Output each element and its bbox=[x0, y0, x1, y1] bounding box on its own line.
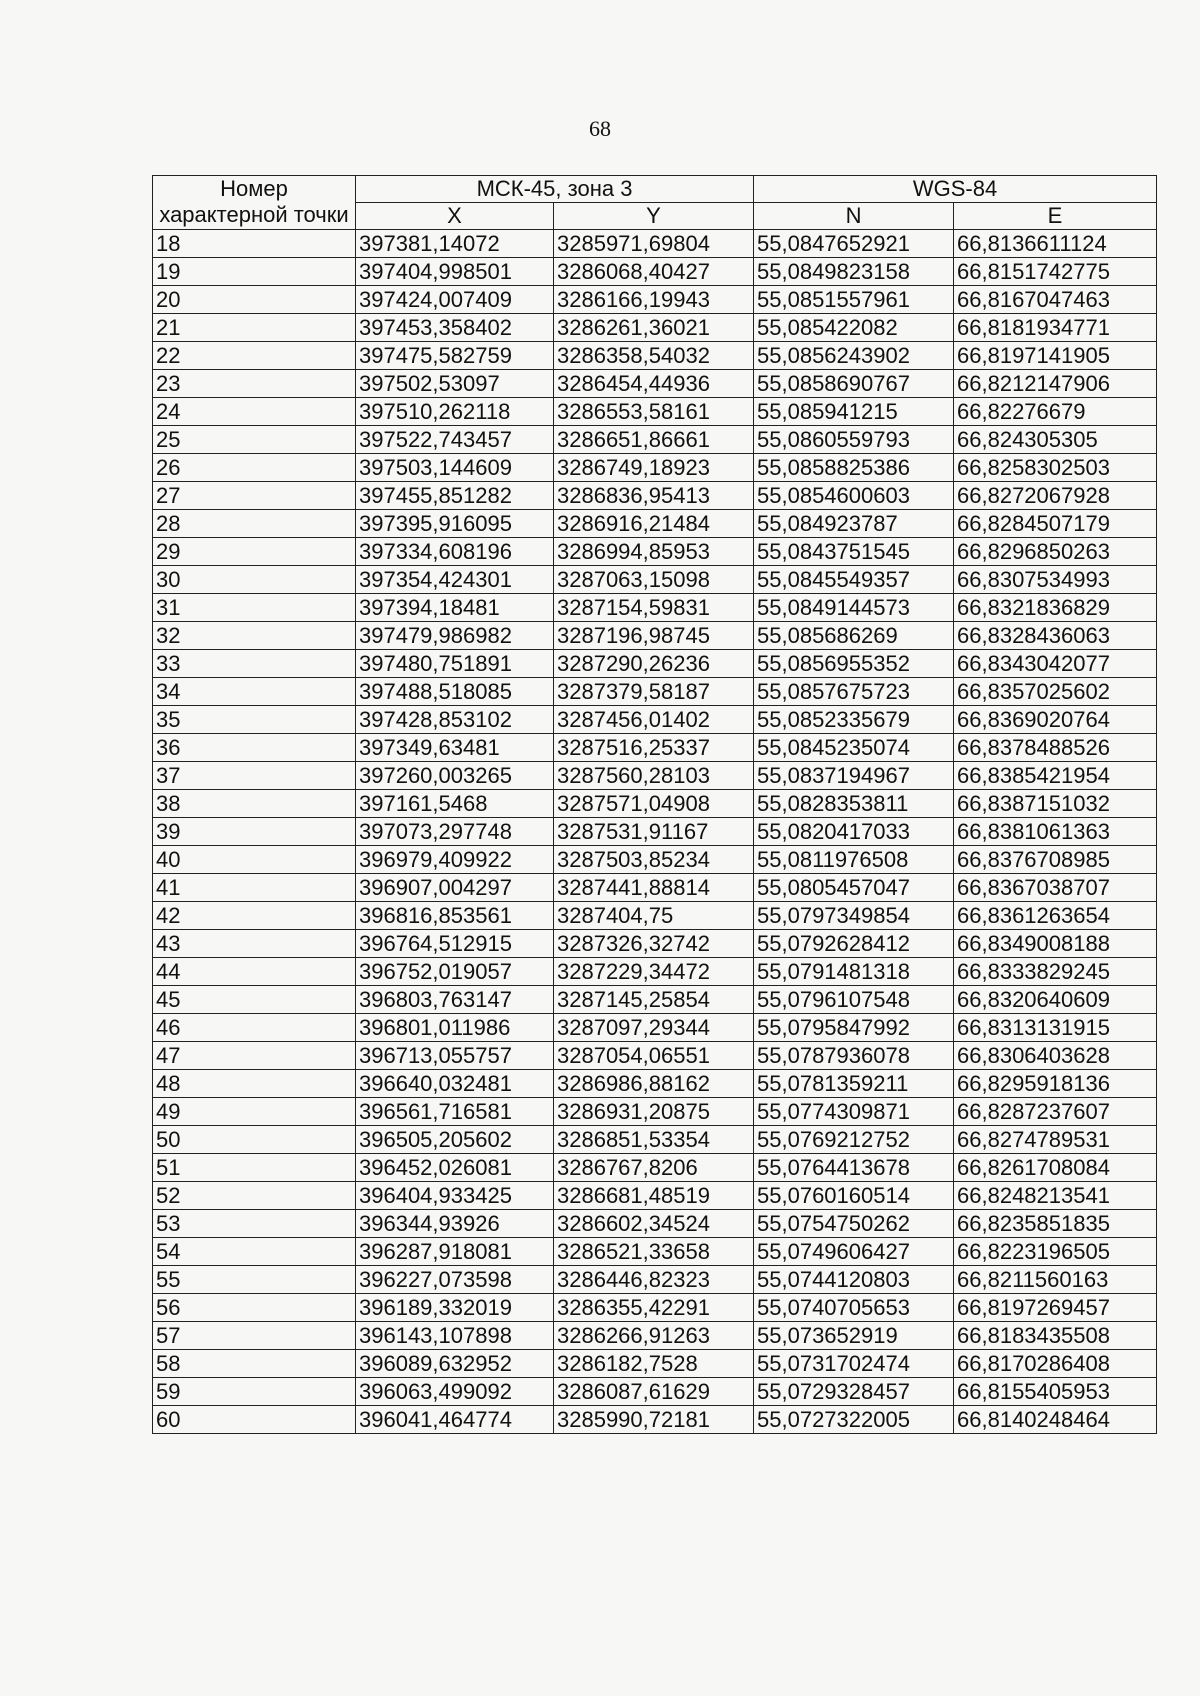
cell-y: 3286087,61629 bbox=[554, 1378, 754, 1406]
cell-n: 55,0854600603 bbox=[754, 482, 954, 510]
page-number: 68 bbox=[589, 116, 611, 141]
cell-point: 29 bbox=[153, 538, 356, 566]
table-row bbox=[153, 1098, 1157, 1126]
table-row bbox=[153, 1266, 1157, 1294]
cell-n: 55,0856955352 bbox=[754, 650, 954, 678]
table-row bbox=[153, 398, 1157, 426]
cell-point: 49 bbox=[153, 1098, 356, 1126]
header-point-number: Номер характерной точки bbox=[153, 176, 356, 230]
cell-point: 20 bbox=[153, 286, 356, 314]
cell-x: 397522,743457 bbox=[356, 426, 554, 454]
cell-e: 66,8306403628 bbox=[954, 1042, 1157, 1070]
cell-x: 396404,933425 bbox=[356, 1182, 554, 1210]
cell-e: 66,8349008188 bbox=[954, 930, 1157, 958]
header-n: N bbox=[754, 203, 954, 230]
coordinates-table bbox=[152, 175, 1157, 1434]
cell-e: 66,824305305 bbox=[954, 426, 1157, 454]
cell-x: 396801,011986 bbox=[356, 1014, 554, 1042]
cell-point: 18 bbox=[153, 230, 356, 258]
cell-point: 42 bbox=[153, 902, 356, 930]
table-row bbox=[153, 370, 1157, 398]
cell-x: 396764,512915 bbox=[356, 930, 554, 958]
cell-point: 34 bbox=[153, 678, 356, 706]
cell-n: 55,0749606427 bbox=[754, 1238, 954, 1266]
cell-x: 397455,851282 bbox=[356, 482, 554, 510]
cell-y: 3287326,32742 bbox=[554, 930, 754, 958]
cell-point: 39 bbox=[153, 818, 356, 846]
cell-y: 3287290,26236 bbox=[554, 650, 754, 678]
table-row bbox=[153, 1322, 1157, 1350]
cell-n: 55,0852335679 bbox=[754, 706, 954, 734]
cell-e: 66,8151742775 bbox=[954, 258, 1157, 286]
cell-y: 3286166,19943 bbox=[554, 286, 754, 314]
cell-point: 43 bbox=[153, 930, 356, 958]
cell-e: 66,8321836829 bbox=[954, 594, 1157, 622]
cell-y: 3287229,34472 bbox=[554, 958, 754, 986]
cell-point: 22 bbox=[153, 342, 356, 370]
table-body bbox=[153, 230, 1157, 1434]
cell-e: 66,8272067928 bbox=[954, 482, 1157, 510]
cell-y: 3287560,28103 bbox=[554, 762, 754, 790]
table-row bbox=[153, 538, 1157, 566]
table-row bbox=[153, 314, 1157, 342]
cell-e: 66,8313131915 bbox=[954, 1014, 1157, 1042]
cell-y: 3287097,29344 bbox=[554, 1014, 754, 1042]
cell-n: 55,0791481318 bbox=[754, 958, 954, 986]
cell-x: 396505,205602 bbox=[356, 1126, 554, 1154]
cell-x: 396089,632952 bbox=[356, 1350, 554, 1378]
cell-x: 396907,004297 bbox=[356, 874, 554, 902]
cell-e: 66,8343042077 bbox=[954, 650, 1157, 678]
table-row bbox=[153, 1042, 1157, 1070]
cell-y: 3287404,75 bbox=[554, 902, 754, 930]
cell-point: 44 bbox=[153, 958, 356, 986]
cell-e: 66,8212147906 bbox=[954, 370, 1157, 398]
cell-point: 36 bbox=[153, 734, 356, 762]
cell-e: 66,8170286408 bbox=[954, 1350, 1157, 1378]
table-row bbox=[153, 734, 1157, 762]
cell-y: 3286836,95413 bbox=[554, 482, 754, 510]
header-wgs84: WGS-84 bbox=[754, 176, 1157, 203]
cell-y: 3287571,04908 bbox=[554, 790, 754, 818]
cell-point: 56 bbox=[153, 1294, 356, 1322]
cell-e: 66,8274789531 bbox=[954, 1126, 1157, 1154]
cell-x: 396063,499092 bbox=[356, 1378, 554, 1406]
cell-x: 397161,5468 bbox=[356, 790, 554, 818]
cell-x: 396803,763147 bbox=[356, 986, 554, 1014]
table-row bbox=[153, 1350, 1157, 1378]
cell-x: 396752,019057 bbox=[356, 958, 554, 986]
cell-y: 3287063,15098 bbox=[554, 566, 754, 594]
cell-n: 55,0729328457 bbox=[754, 1378, 954, 1406]
table-row bbox=[153, 790, 1157, 818]
cell-point: 31 bbox=[153, 594, 356, 622]
cell-y: 3286068,40427 bbox=[554, 258, 754, 286]
cell-x: 396287,918081 bbox=[356, 1238, 554, 1266]
table-row bbox=[153, 846, 1157, 874]
cell-x: 397502,53097 bbox=[356, 370, 554, 398]
cell-e: 66,8181934771 bbox=[954, 314, 1157, 342]
cell-y: 3286602,34524 bbox=[554, 1210, 754, 1238]
cell-point: 55 bbox=[153, 1266, 356, 1294]
cell-x: 397453,358402 bbox=[356, 314, 554, 342]
cell-n: 55,0856243902 bbox=[754, 342, 954, 370]
cell-y: 3286681,48519 bbox=[554, 1182, 754, 1210]
table-row bbox=[153, 986, 1157, 1014]
table-row bbox=[153, 874, 1157, 902]
cell-point: 57 bbox=[153, 1322, 356, 1350]
cell-point: 32 bbox=[153, 622, 356, 650]
table-row bbox=[153, 1294, 1157, 1322]
cell-point: 58 bbox=[153, 1350, 356, 1378]
table-row bbox=[153, 510, 1157, 538]
table-row bbox=[153, 818, 1157, 846]
header-e: E bbox=[954, 203, 1157, 230]
table-row bbox=[153, 930, 1157, 958]
table-row bbox=[153, 958, 1157, 986]
cell-n: 55,0795847992 bbox=[754, 1014, 954, 1042]
cell-n: 55,0845549357 bbox=[754, 566, 954, 594]
cell-e: 66,8361263654 bbox=[954, 902, 1157, 930]
cell-e: 66,8155405953 bbox=[954, 1378, 1157, 1406]
cell-y: 3286266,91263 bbox=[554, 1322, 754, 1350]
cell-n: 55,0792628412 bbox=[754, 930, 954, 958]
cell-e: 66,8223196505 bbox=[954, 1238, 1157, 1266]
cell-x: 396713,055757 bbox=[356, 1042, 554, 1070]
cell-point: 48 bbox=[153, 1070, 356, 1098]
table-row bbox=[153, 650, 1157, 678]
cell-point: 25 bbox=[153, 426, 356, 454]
cell-e: 66,8387151032 bbox=[954, 790, 1157, 818]
cell-x: 397479,986982 bbox=[356, 622, 554, 650]
table-row bbox=[153, 482, 1157, 510]
cell-e: 66,8136611124 bbox=[954, 230, 1157, 258]
cell-e: 66,8284507179 bbox=[954, 510, 1157, 538]
cell-x: 396640,032481 bbox=[356, 1070, 554, 1098]
table-row bbox=[153, 622, 1157, 650]
cell-x: 396227,073598 bbox=[356, 1266, 554, 1294]
cell-x: 397073,297748 bbox=[356, 818, 554, 846]
table-row bbox=[153, 566, 1157, 594]
cell-n: 55,085941215 bbox=[754, 398, 954, 426]
cell-point: 27 bbox=[153, 482, 356, 510]
cell-x: 397510,262118 bbox=[356, 398, 554, 426]
cell-e: 66,8367038707 bbox=[954, 874, 1157, 902]
cell-x: 397475,582759 bbox=[356, 342, 554, 370]
cell-x: 396561,716581 bbox=[356, 1098, 554, 1126]
cell-n: 55,0828353811 bbox=[754, 790, 954, 818]
cell-point: 21 bbox=[153, 314, 356, 342]
cell-y: 3286651,86661 bbox=[554, 426, 754, 454]
table-row bbox=[153, 762, 1157, 790]
cell-point: 37 bbox=[153, 762, 356, 790]
cell-e: 66,8328436063 bbox=[954, 622, 1157, 650]
cell-e: 66,8307534993 bbox=[954, 566, 1157, 594]
table-row bbox=[153, 1154, 1157, 1182]
table-row bbox=[153, 426, 1157, 454]
cell-n: 55,0849144573 bbox=[754, 594, 954, 622]
cell-y: 3285990,72181 bbox=[554, 1406, 754, 1434]
cell-n: 55,0787936078 bbox=[754, 1042, 954, 1070]
header-y: Y bbox=[554, 203, 754, 230]
cell-e: 66,8140248464 bbox=[954, 1406, 1157, 1434]
cell-point: 26 bbox=[153, 454, 356, 482]
cell-e: 66,8287237607 bbox=[954, 1098, 1157, 1126]
cell-e: 66,8167047463 bbox=[954, 286, 1157, 314]
cell-n: 55,0858690767 bbox=[754, 370, 954, 398]
cell-e: 66,8376708985 bbox=[954, 846, 1157, 874]
cell-e: 66,8381061363 bbox=[954, 818, 1157, 846]
cell-n: 55,0754750262 bbox=[754, 1210, 954, 1238]
cell-y: 3286916,21484 bbox=[554, 510, 754, 538]
cell-y: 3285971,69804 bbox=[554, 230, 754, 258]
table-row bbox=[153, 902, 1157, 930]
cell-y: 3286994,85953 bbox=[554, 538, 754, 566]
cell-e: 66,8378488526 bbox=[954, 734, 1157, 762]
cell-x: 397503,144609 bbox=[356, 454, 554, 482]
table-row bbox=[153, 1238, 1157, 1266]
header-msk45: МСК-45, зона 3 bbox=[356, 176, 754, 203]
cell-x: 397334,608196 bbox=[356, 538, 554, 566]
cell-e: 66,8235851835 bbox=[954, 1210, 1157, 1238]
cell-n: 55,0764413678 bbox=[754, 1154, 954, 1182]
cell-x: 397424,007409 bbox=[356, 286, 554, 314]
cell-y: 3286986,88162 bbox=[554, 1070, 754, 1098]
cell-point: 35 bbox=[153, 706, 356, 734]
cell-point: 38 bbox=[153, 790, 356, 818]
cell-x: 396979,409922 bbox=[356, 846, 554, 874]
cell-y: 3287145,25854 bbox=[554, 986, 754, 1014]
table-row bbox=[153, 258, 1157, 286]
cell-e: 66,8357025602 bbox=[954, 678, 1157, 706]
table-row bbox=[153, 706, 1157, 734]
cell-e: 66,8197141905 bbox=[954, 342, 1157, 370]
cell-n: 55,0744120803 bbox=[754, 1266, 954, 1294]
cell-x: 396452,026081 bbox=[356, 1154, 554, 1182]
cell-x: 397488,518085 bbox=[356, 678, 554, 706]
cell-n: 55,0857675723 bbox=[754, 678, 954, 706]
cell-y: 3286261,36021 bbox=[554, 314, 754, 342]
cell-x: 397428,853102 bbox=[356, 706, 554, 734]
cell-n: 55,0774309871 bbox=[754, 1098, 954, 1126]
cell-n: 55,0805457047 bbox=[754, 874, 954, 902]
header-x: X bbox=[356, 203, 554, 230]
cell-point: 51 bbox=[153, 1154, 356, 1182]
cell-e: 66,8369020764 bbox=[954, 706, 1157, 734]
cell-n: 55,084923787 bbox=[754, 510, 954, 538]
cell-n: 55,073652919 bbox=[754, 1322, 954, 1350]
cell-x: 397260,003265 bbox=[356, 762, 554, 790]
cell-y: 3286182,7528 bbox=[554, 1350, 754, 1378]
cell-y: 3287456,01402 bbox=[554, 706, 754, 734]
cell-y: 3287379,58187 bbox=[554, 678, 754, 706]
cell-point: 52 bbox=[153, 1182, 356, 1210]
cell-n: 55,0843751545 bbox=[754, 538, 954, 566]
cell-y: 3286931,20875 bbox=[554, 1098, 754, 1126]
table-row bbox=[153, 1014, 1157, 1042]
cell-x: 397404,998501 bbox=[356, 258, 554, 286]
table-header bbox=[153, 176, 1157, 230]
cell-point: 54 bbox=[153, 1238, 356, 1266]
cell-e: 66,8385421954 bbox=[954, 762, 1157, 790]
cell-x: 397349,63481 bbox=[356, 734, 554, 762]
cell-y: 3286521,33658 bbox=[554, 1238, 754, 1266]
table-row bbox=[153, 594, 1157, 622]
cell-y: 3287503,85234 bbox=[554, 846, 754, 874]
cell-y: 3286358,54032 bbox=[554, 342, 754, 370]
table-row bbox=[153, 1210, 1157, 1238]
table-row bbox=[153, 342, 1157, 370]
cell-point: 59 bbox=[153, 1378, 356, 1406]
cell-x: 397381,14072 bbox=[356, 230, 554, 258]
table-row bbox=[153, 1378, 1157, 1406]
cell-y: 3287531,91167 bbox=[554, 818, 754, 846]
cell-point: 60 bbox=[153, 1406, 356, 1434]
table-row bbox=[153, 230, 1157, 258]
cell-n: 55,0851557961 bbox=[754, 286, 954, 314]
cell-point: 47 bbox=[153, 1042, 356, 1070]
cell-point: 28 bbox=[153, 510, 356, 538]
cell-x: 396816,853561 bbox=[356, 902, 554, 930]
cell-y: 3287516,25337 bbox=[554, 734, 754, 762]
cell-x: 396041,464774 bbox=[356, 1406, 554, 1434]
cell-n: 55,0860559793 bbox=[754, 426, 954, 454]
cell-e: 66,8320640609 bbox=[954, 986, 1157, 1014]
cell-y: 3286767,8206 bbox=[554, 1154, 754, 1182]
cell-n: 55,0858825386 bbox=[754, 454, 954, 482]
cell-e: 66,8197269457 bbox=[954, 1294, 1157, 1322]
cell-e: 66,8333829245 bbox=[954, 958, 1157, 986]
cell-n: 55,085686269 bbox=[754, 622, 954, 650]
cell-n: 55,0820417033 bbox=[754, 818, 954, 846]
cell-x: 397480,751891 bbox=[356, 650, 554, 678]
cell-n: 55,0727322005 bbox=[754, 1406, 954, 1434]
cell-n: 55,0797349854 bbox=[754, 902, 954, 930]
cell-n: 55,0781359211 bbox=[754, 1070, 954, 1098]
cell-x: 397395,916095 bbox=[356, 510, 554, 538]
cell-point: 24 bbox=[153, 398, 356, 426]
cell-x: 396189,332019 bbox=[356, 1294, 554, 1322]
cell-e: 66,8296850263 bbox=[954, 538, 1157, 566]
cell-y: 3287054,06551 bbox=[554, 1042, 754, 1070]
cell-e: 66,8211560163 bbox=[954, 1266, 1157, 1294]
cell-n: 55,0760160514 bbox=[754, 1182, 954, 1210]
cell-y: 3286454,44936 bbox=[554, 370, 754, 398]
cell-e: 66,82276679 bbox=[954, 398, 1157, 426]
cell-n: 55,0837194967 bbox=[754, 762, 954, 790]
cell-y: 3287441,88814 bbox=[554, 874, 754, 902]
cell-point: 23 bbox=[153, 370, 356, 398]
cell-n: 55,0849823158 bbox=[754, 258, 954, 286]
cell-n: 55,0811976508 bbox=[754, 846, 954, 874]
cell-point: 53 bbox=[153, 1210, 356, 1238]
table-row bbox=[153, 678, 1157, 706]
table-row bbox=[153, 1126, 1157, 1154]
table-row bbox=[153, 454, 1157, 482]
cell-y: 3286355,42291 bbox=[554, 1294, 754, 1322]
cell-point: 40 bbox=[153, 846, 356, 874]
table-row bbox=[153, 1182, 1157, 1210]
cell-n: 55,085422082 bbox=[754, 314, 954, 342]
cell-y: 3286446,82323 bbox=[554, 1266, 754, 1294]
cell-point: 19 bbox=[153, 258, 356, 286]
cell-e: 66,8183435508 bbox=[954, 1322, 1157, 1350]
cell-e: 66,8261708084 bbox=[954, 1154, 1157, 1182]
cell-x: 397354,424301 bbox=[356, 566, 554, 594]
table-row bbox=[153, 286, 1157, 314]
cell-n: 55,0845235074 bbox=[754, 734, 954, 762]
table-row bbox=[153, 1406, 1157, 1434]
cell-n: 55,0740705653 bbox=[754, 1294, 954, 1322]
cell-point: 33 bbox=[153, 650, 356, 678]
cell-y: 3286749,18923 bbox=[554, 454, 754, 482]
cell-y: 3286851,53354 bbox=[554, 1126, 754, 1154]
cell-x: 396344,93926 bbox=[356, 1210, 554, 1238]
cell-e: 66,8248213541 bbox=[954, 1182, 1157, 1210]
table-row bbox=[153, 1070, 1157, 1098]
cell-y: 3287154,59831 bbox=[554, 594, 754, 622]
cell-point: 45 bbox=[153, 986, 356, 1014]
cell-n: 55,0796107548 bbox=[754, 986, 954, 1014]
cell-e: 66,8295918136 bbox=[954, 1070, 1157, 1098]
cell-n: 55,0731702474 bbox=[754, 1350, 954, 1378]
cell-point: 46 bbox=[153, 1014, 356, 1042]
cell-n: 55,0847652921 bbox=[754, 230, 954, 258]
cell-n: 55,0769212752 bbox=[754, 1126, 954, 1154]
cell-x: 397394,18481 bbox=[356, 594, 554, 622]
cell-point: 50 bbox=[153, 1126, 356, 1154]
cell-y: 3286553,58161 bbox=[554, 398, 754, 426]
cell-point: 41 bbox=[153, 874, 356, 902]
cell-x: 396143,107898 bbox=[356, 1322, 554, 1350]
cell-y: 3287196,98745 bbox=[554, 622, 754, 650]
cell-point: 30 bbox=[153, 566, 356, 594]
cell-e: 66,8258302503 bbox=[954, 454, 1157, 482]
